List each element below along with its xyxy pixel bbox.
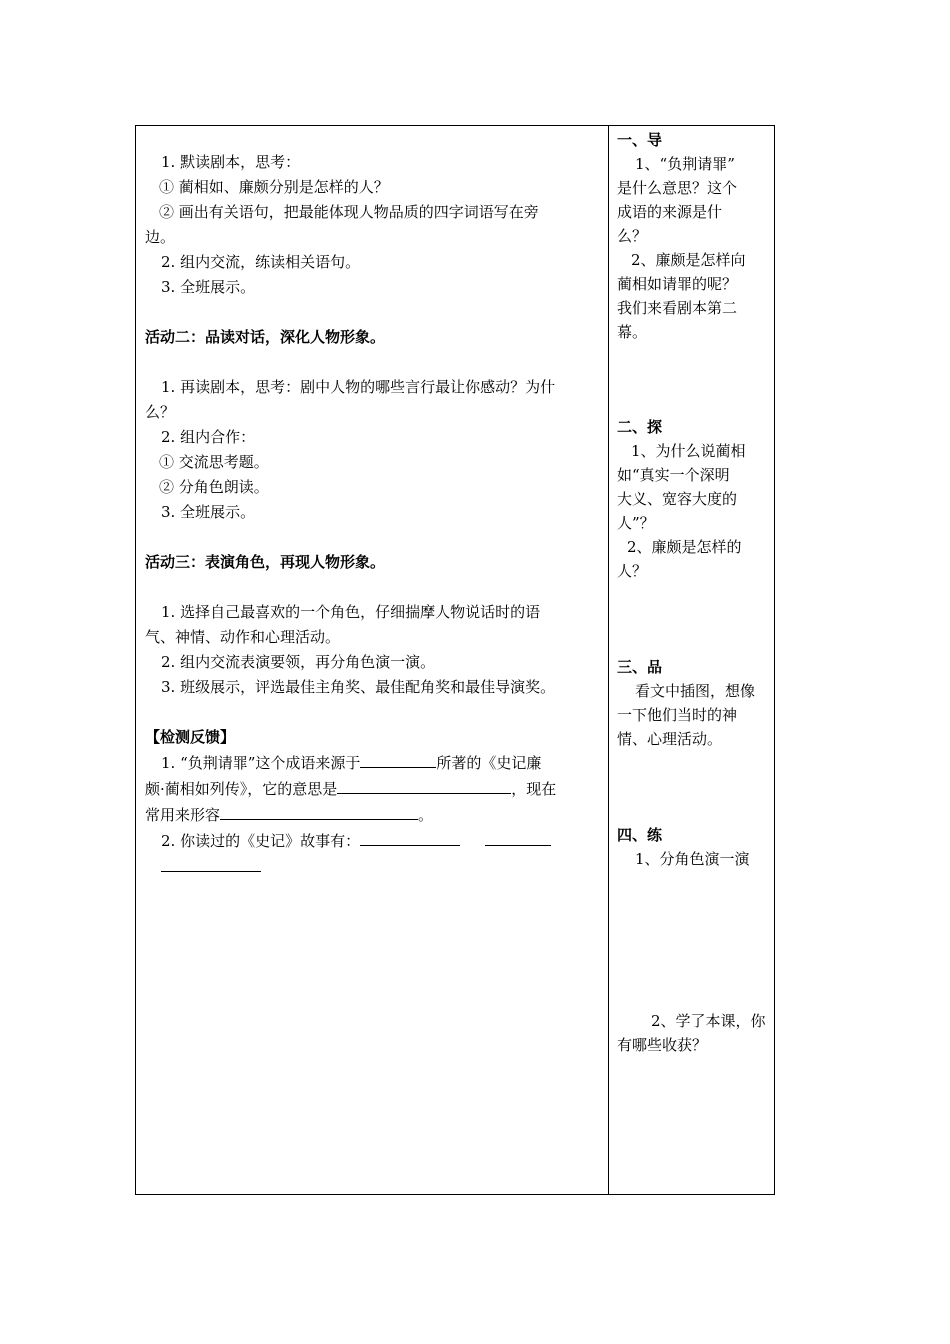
feedback-title: 【检测反馈】	[145, 728, 236, 746]
act1-line: 边。	[145, 228, 176, 246]
section-appreciate-title: 三、品	[617, 658, 663, 676]
feedback-question-2: 2. 你读过的《史记》故事有：	[145, 828, 600, 854]
act3-line: 3. 班级展示，评选最佳主角奖、最佳配角奖和最佳导演奖。	[161, 678, 556, 696]
blank-usage[interactable]	[220, 802, 418, 820]
blank-author[interactable]	[360, 750, 436, 768]
feedback-question-1-cont: 常用来形容 。	[145, 802, 600, 828]
feedback-question-1: 1. “负荆请罪”这个成语来源于 所著的《史记廉	[145, 750, 600, 776]
section-guide-title: 一、导	[617, 131, 663, 149]
activity-three-title: 活动三：表演角色，再现人物形象。	[145, 553, 386, 571]
act2-line: ① 交流思考题。	[159, 453, 269, 471]
act2-line: ② 分角色朗读。	[159, 478, 269, 496]
section-explore-title: 二、探	[617, 418, 663, 436]
blank-story-3[interactable]	[161, 854, 261, 872]
act1-line: 1. 默读剧本，思考：	[161, 153, 301, 171]
act3-line: 气、神情、动作和心理活动。	[145, 628, 341, 646]
blank-story-1[interactable]	[360, 828, 460, 846]
act2-line: 么？	[145, 403, 176, 421]
section-practice-title: 四、练	[617, 826, 663, 844]
feedback-question-2-cont	[145, 854, 600, 880]
column-divider	[608, 126, 609, 1194]
blank-story-2[interactable]	[485, 828, 551, 846]
activity-two-title: 活动二：品读对话，深化人物形象。	[145, 328, 386, 346]
act3-line: 2. 组内交流表演要领，再分角色演一演。	[161, 653, 436, 671]
act2-line: 1. 再读剧本，思考：剧中人物的哪些言行最让你感动？为什	[161, 378, 556, 396]
act1-line: 3. 全班展示。	[161, 278, 256, 296]
act2-line: 3. 全班展示。	[161, 503, 256, 521]
feedback-question-1-cont: 颇·蔺相如列传》，它的意思是 ，现在	[145, 776, 600, 802]
act1-line: ① 蔺相如、廉颇分别是怎样的人？	[159, 178, 389, 196]
activities-column	[145, 150, 600, 880]
act3-line: 1. 选择自己最喜欢的一个角色，仔细揣摩人物说话时的语	[161, 603, 541, 621]
blank-meaning[interactable]	[337, 776, 511, 794]
act2-line: 2. 组内合作：	[161, 428, 256, 446]
lesson-table: 1. 默读剧本，思考： ① 蔺相如、廉颇分别是怎样的人？ ② 画出有关语句，把最能体现人物品质的四字词语写在旁 边。 2. 组内交流，练读相关语句。 3. 全班展示。 活动二：品读对话，深化人物形象。 1. 再读剧本，思考：剧中人物的哪些言行最让你感动？为什 么？ 2. 组内合作： ① 交流思考题。 ② 分角色朗读。 3. 全班展示。 活动三：表演角色，再现人物形象。 1. 选择自己最喜欢的一个角色，仔细揣摩人物说话时的语 气、神情、动作和心理活动。 2. 组内交流表演要领，再分角色演一演。 3. 班级展示，评选最佳主角奖、最佳配角奖和最佳导演奖。 【检测反馈】 1. “负荆请罪”这个成语来源于 所著的《史记廉 颇·蔺相如列传》，它的意思是 ，现在 常用来形容 。 2. 你读过的《史记》故事有： 一、导 1、“负荆请罪” 是什么意思？这个 成语的来源是什 么？ 2、廉颇是怎样向 蔺相如请罪的呢？ 我们来看剧本第二 幕。 二、探 1、为什么说蔺相 如“真实一个深明 大义、宽容大度的 人”？ 2、廉颇是怎样的 人？ 三、品 看文中插图，想像 一下他们当时的神 情、心理活动。 四、练 1、分角色演一演 2、学了本课，你 有哪些收获？	[135, 125, 775, 1195]
act1-line: ② 画出有关语句，把最能体现人物品质的四字词语写在旁	[159, 203, 539, 221]
act1-line: 2. 组内交流，练读相关语句。	[161, 253, 361, 271]
